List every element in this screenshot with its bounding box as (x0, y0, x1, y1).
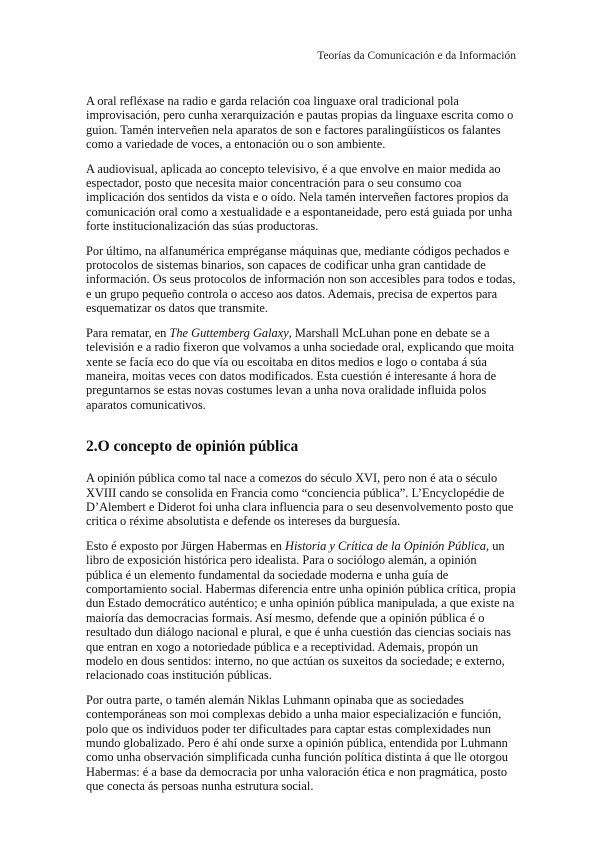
paragraph-audiovisual: A audiovisual, aplicada ao concepto televisivo, é a que envolve en maior medida ao espectador, posto que necesita maior concentración para o seu consumo coa implicación dos sentidos da vista e o oído. Nela tamén interveñen factores propios da comunicación oral como a xestualidade e a espontaneidade, pero está guiada por unha forte institucionalización das súas productoras. (86, 161, 513, 234)
running-header: Teorías da Comunicación e da Información (317, 50, 516, 62)
paragraph-mcluhan-lead: Para rematar, en (86, 325, 170, 340)
paragraph-origen-opinion: A opinión pública como tal nace a comezos do século XVI, pero non é ata o século XVIII cando se consolida en Francia como “conciencia pública”. L’Encyclopédie de D’Alembert e Diderot foi unha clara influencia para o seu desenvolvemento posto que critica o réxime absolutista e defende os intereses da burguesía. (86, 471, 514, 529)
paragraph-habermas-rest: , un libro de exposición histórica pero idealista. Para o sociólogo alemán, a opinión pública é un elemento fundamental da sociedade moderna e unha guía de comportamiento social. Habermas diferencia entre unha opinión pública crítica, propia dun Estado democrático auténtico; e unha opinión pública manipulada, a que existe na maioría das democracias formais. Así mesmo, defende que a opinión pública é o resultado dun diálogo nacional e plural, e que é unha cuestión das ciencias sociais nas que entran en xogo a notoriedade pública e a receptividad. Ademais, propón un modelo en dous sentidos: interno, no que actúan os suxeitos da sociedade; e externo, relacionado coas institución públicas. (86, 538, 516, 683)
paragraph-habermas (86, 539, 516, 683)
paragraph-alfanumerica: Por último, na alfanumérica empréganse máquinas que, mediante códigos pechados e protocolos de sistemas binarios, son capaces de codificar unha gran cantidade de información. Os seus protocolos de información non son accesibles para todos e todas, e un grupo pequeño controla o acceso aos datos. Ademais, precisa de expertos para esquematizar os datos que transmite. (86, 243, 516, 316)
paragraph-mcluhan (86, 326, 516, 412)
paragraph-luhmann: Por outra parte, o tamén alemán Niklas Luhmann opinaba que as sociedades contemporáneas son moi complexas debido a unha maior especialización e función, polo que os individuos poder ter dificultades para captar estas complexidades nun mundo globalizado. Pero é ahí onde surxe a opinión pública, entendida por Luhmann como unha observación simplificada cunha función política distinta á que lle otorgou Habermas: é a base da democracia por unha valoración ética e non pragmática, posto que conecta ás persoas nunha estrutura social. (86, 692, 508, 794)
paragraph-mcluhan-rest: , Marshall McLuhan pone en debate se a televisión e a radio fixeron que volvamos a unha sociedade oral, explicando que moita xente se facía eco do que vía ou escoitaba en ditos medios e logo o contaba á súa maneira, moitas veces con datos modificados. Esta cuestión é interesante á hora de preguntarnos se estas novas costumes levan a unha nova oralidade influida polos aparatos comunicativos. (86, 325, 515, 412)
paragraph-habermas-lead: Esto é exposto por Jürgen Habermas en (86, 538, 286, 553)
book-title-historia-critica: Historia y Crítica de la Opinión Pública (285, 538, 487, 553)
page-body (86, 94, 516, 804)
paragraph-oral: A oral refléxase na radio e garda relación coa linguaxe oral tradicional pola improvisación, pero cunha xerarquización e pautas propias da linguaxe escrita como o guion. Tamén interveñen nela aparatos de son e factores paralingüísticos os falantes como a variedade de voces, a entonación ou o son ambiente. (86, 94, 514, 152)
book-title-guttemberg-galaxy: The Guttemberg Galaxy (169, 325, 289, 340)
section-heading-opinion-publica: 2.O concepto de opinión pública (86, 438, 299, 456)
